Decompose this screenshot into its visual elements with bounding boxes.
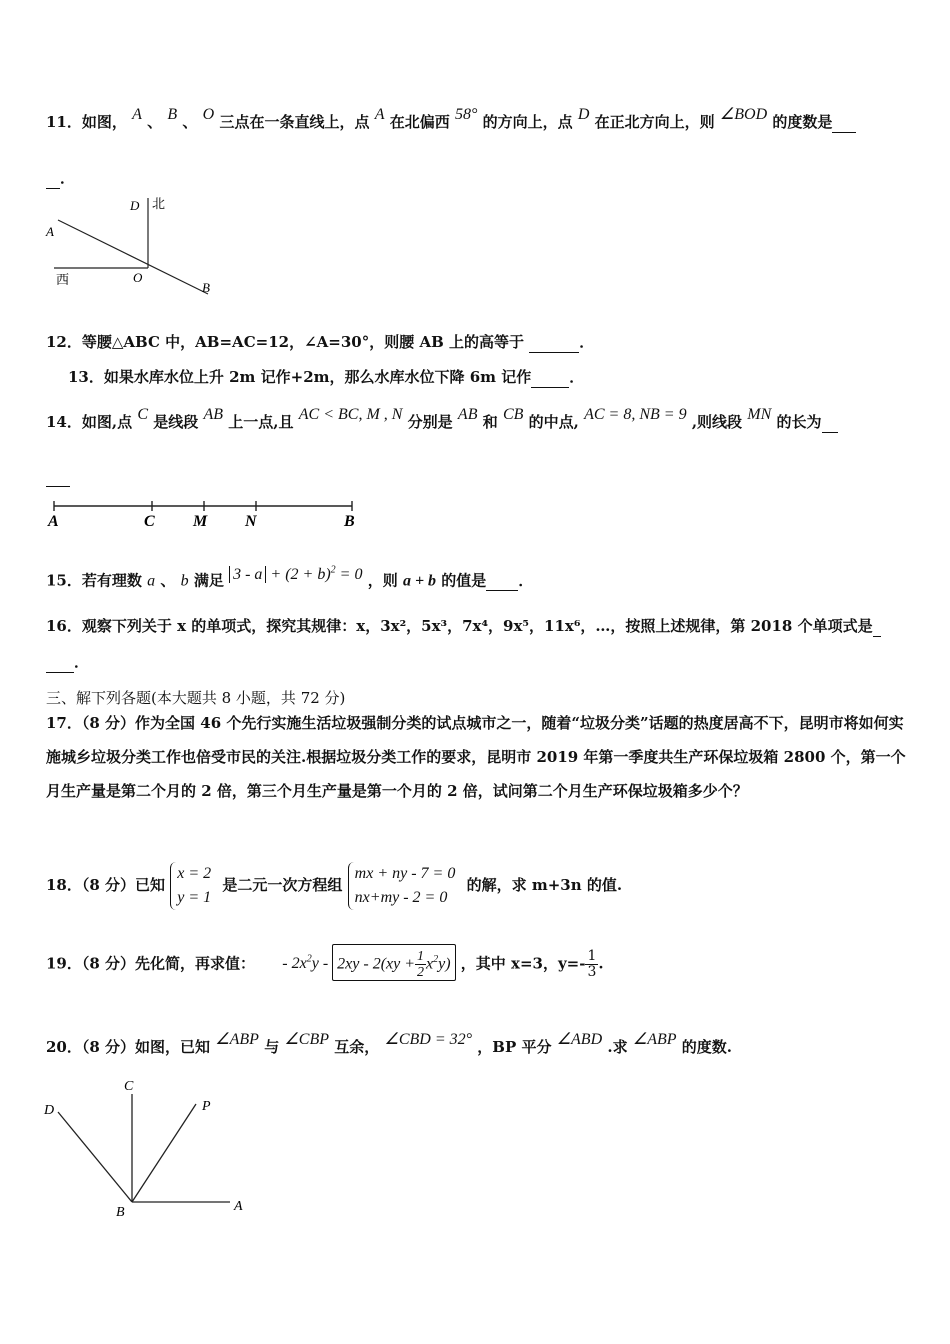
question-20: 20．（8 分）如图，已知 ∠ABP 与 ∠CBP 互余， ∠CBD = 32° ，BP 平分 ∠ABD .求 ∠ABP 的度数. — [46, 1031, 732, 1056]
label-d: D — [44, 1103, 55, 1118]
fraction-third: $\frac{1}{3}$ — [587, 947, 597, 980]
label-n: N — [245, 513, 257, 530]
question-12: 12．等腰△ABC 中，AB=AC=12，∠A=30°，则腰 AB 上的高等于 ． — [46, 333, 595, 351]
system-equations: mx + ny - 7 = 0 nx+my - 2 = 0 — [348, 862, 462, 910]
question-16: 16．观察下列关于 x 的单项式，探究其规律：x，3x²，5x³，7x⁴，9x⁵，11x⁶，…，按照上述规律，第 2018 个单项式是 — [46, 616, 881, 637]
label-m: M — [193, 513, 208, 530]
label-west: 西 — [56, 273, 70, 288]
label-b: B — [202, 280, 210, 295]
answer-blank — [529, 332, 579, 353]
ray-bp — [132, 1104, 196, 1202]
question-19: 19．（8 分）先化简，再求值： - $2x^2y - 2xy - 2(xy$ + $\frac{1}{2}$ $x^2y$) ，其中 x=3，y=- $\frac{1}{3}$ . — [46, 944, 604, 981]
label-b: B — [344, 513, 355, 530]
question-14-blank-end — [46, 466, 70, 487]
expression-q19: - $2x^2y - 2xy - 2(xy$ + $\frac{1}{2}$ $x^2y$) — [282, 955, 455, 972]
figure-q14-segment — [40, 496, 370, 532]
label-o: O — [133, 270, 143, 285]
question-15: 15．若有理数 a 、 b 满足 $3 - a + (2 + b)^2 = 0$ ，则 a + b 的值是 ． — [46, 565, 534, 590]
answer-blank — [822, 412, 838, 433]
label-a: A — [46, 224, 54, 239]
equation-q15: $3 - a + (2 + b)^2 = 0$ — [229, 566, 362, 583]
section-heading: 三、解下列各题(本大题共 8 小题，共 72 分) — [46, 689, 346, 707]
answer-blank — [832, 112, 856, 133]
label-c: C — [124, 1079, 134, 1094]
answer-blank — [873, 616, 881, 637]
label-north: 北 — [152, 197, 166, 212]
question-11-blank-end: ． — [46, 168, 75, 189]
label-a: A — [234, 1199, 243, 1214]
answer-blank — [531, 367, 569, 388]
question-16-blank-end: ． — [46, 652, 89, 673]
label-c: C — [144, 513, 155, 530]
answer-blank — [46, 652, 74, 673]
question-14: 14．如图,点 C 是线段 AB 上一点,且 AC < BC, M , N 分别是 AB 和 CB 的中点, AC = 8, NB = 9 ,则线段 MN 的长为 — [46, 412, 838, 433]
figure-q20-angles — [40, 1076, 260, 1222]
label-a: A — [48, 513, 59, 530]
question-11: 11．如图， A 、 B 、 O 三点在一条直线上，点 A 在北偏西 58° 的方向上，点 D 在正北方向上，则 ∠BOD 的度数是 — [46, 112, 856, 133]
answer-blank — [486, 570, 518, 591]
bracket-expression: 2xy - 2(xy + $\frac{1}{2}$ $x^2y$) — [332, 944, 455, 981]
system-solution: x = 2 y = 1 — [170, 862, 217, 910]
ray-bd — [58, 1112, 132, 1202]
question-17: 17．（8 分）作为全国 46 个先行实施生活垃圾强制分类的试点城市之一，随着“垃圾分类”话题的热度居高不下，昆明市将如何实施城乡垃圾分类工作也倍受市民的关注.根据垃圾分类工作的要求，昆明市 2019 年第一季度共生产环保垃圾箱 2800 个，第一个月生产量是第二个月的 2 倍，第三个月生产量是第一个月的 2 倍，试问第二个月生产环保垃圾箱多少个？ — [46, 714, 906, 800]
figure-q11-directions — [40, 192, 230, 302]
question-18: 18．（8 分）已知 x = 2 y = 1 是二元一次方程组 mx + ny - 7 = 0 nx+my - 2 = 0 的解，求 m+3n 的值. — [46, 862, 622, 910]
answer-blank — [46, 168, 60, 189]
fraction-half: $\frac{1}{2}$ — [417, 949, 425, 981]
answer-blank — [46, 466, 70, 487]
label-d: D — [130, 198, 140, 213]
label-b: B — [116, 1205, 125, 1220]
label-p: P — [202, 1099, 211, 1114]
question-13: 13．如果水库水位上升 2m 记作+2m，那么水库水位下降 6m 记作 ． — [68, 368, 585, 386]
